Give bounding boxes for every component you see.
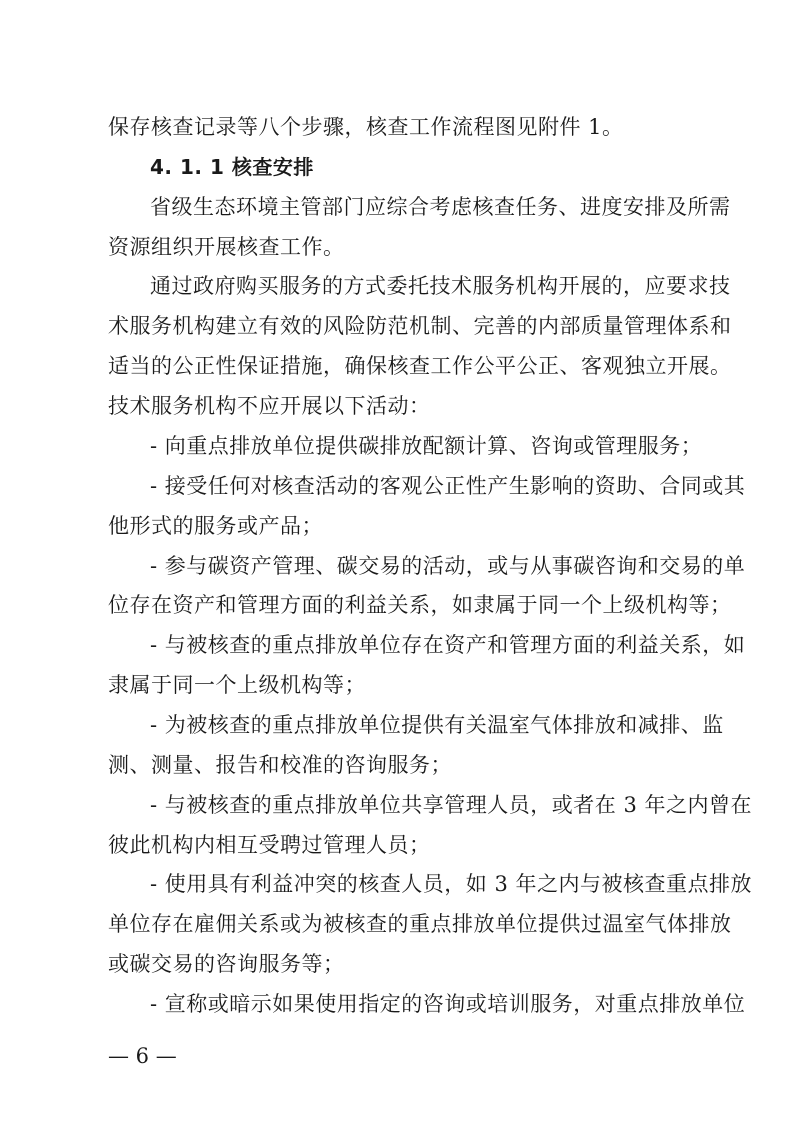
body-text-line: 资源组织开展核查工作。 — [108, 235, 345, 259]
body-text-line: 适当的公正性保证措施，确保核查工作公平公正、客观独立开展。 — [108, 354, 732, 378]
list-item-line: 他形式的服务或产品； — [108, 514, 323, 538]
list-item-line: 位存在资产和管理方面的利益关系，如隶属于同一个上级机构等； — [108, 593, 732, 617]
page-number: — 6 — — [108, 1044, 177, 1068]
list-item-line: - 为被核查的重点排放单位提供有关温室气体排放和减排、监 — [150, 713, 724, 737]
body-text-line: 术服务机构建立有效的风险防范机制、完善的内部质量管理体系和 — [108, 314, 732, 338]
list-item-line: 单位存在雇佣关系或为被核查的重点排放单位提供过温室气体排放 — [108, 912, 732, 936]
list-item-line: - 参与碳资产管理、碳交易的活动，或与从事碳咨询和交易的单 — [150, 554, 746, 578]
list-item-line: - 与被核查的重点排放单位存在资产和管理方面的利益关系，如 — [150, 633, 746, 657]
body-text-line: 通过政府购买服务的方式委托技术服务机构开展的，应要求技 — [150, 274, 731, 298]
list-item-line: - 接受任何对核查活动的客观公正性产生影响的资助、合同或其 — [150, 474, 746, 498]
section-heading: 4. 1. 1 核查安排 — [150, 155, 314, 179]
body-text-line: 保存核查记录等八个步骤，核查工作流程图见附件 1。 — [108, 115, 624, 139]
list-item-line: 彼此机构内相互受聘过管理人员； — [108, 833, 431, 857]
list-item-line: 隶属于同一个上级机构等； — [108, 673, 366, 697]
list-item-line: - 宣称或暗示如果使用指定的咨询或培训服务，对重点排放单位 — [150, 992, 746, 1016]
list-item-line: - 使用具有利益冲突的核查人员，如 3 年之内与被核查重点排放 — [150, 872, 752, 896]
list-item-line: 测、测量、报告和校准的咨询服务； — [108, 753, 452, 777]
list-item-line: - 向重点排放单位提供碳排放配额计算、咨询或管理服务； — [150, 434, 703, 458]
list-item-line: - 与被核查的重点排放单位共享管理人员，或者在 3 年之内曾在 — [150, 793, 752, 817]
list-item-line: 或碳交易的咨询服务等； — [108, 952, 345, 976]
body-text-line: 技术服务机构不应开展以下活动： — [108, 394, 431, 418]
body-text-line: 省级生态环境主管部门应综合考虑核查任务、进度安排及所需 — [150, 195, 731, 219]
